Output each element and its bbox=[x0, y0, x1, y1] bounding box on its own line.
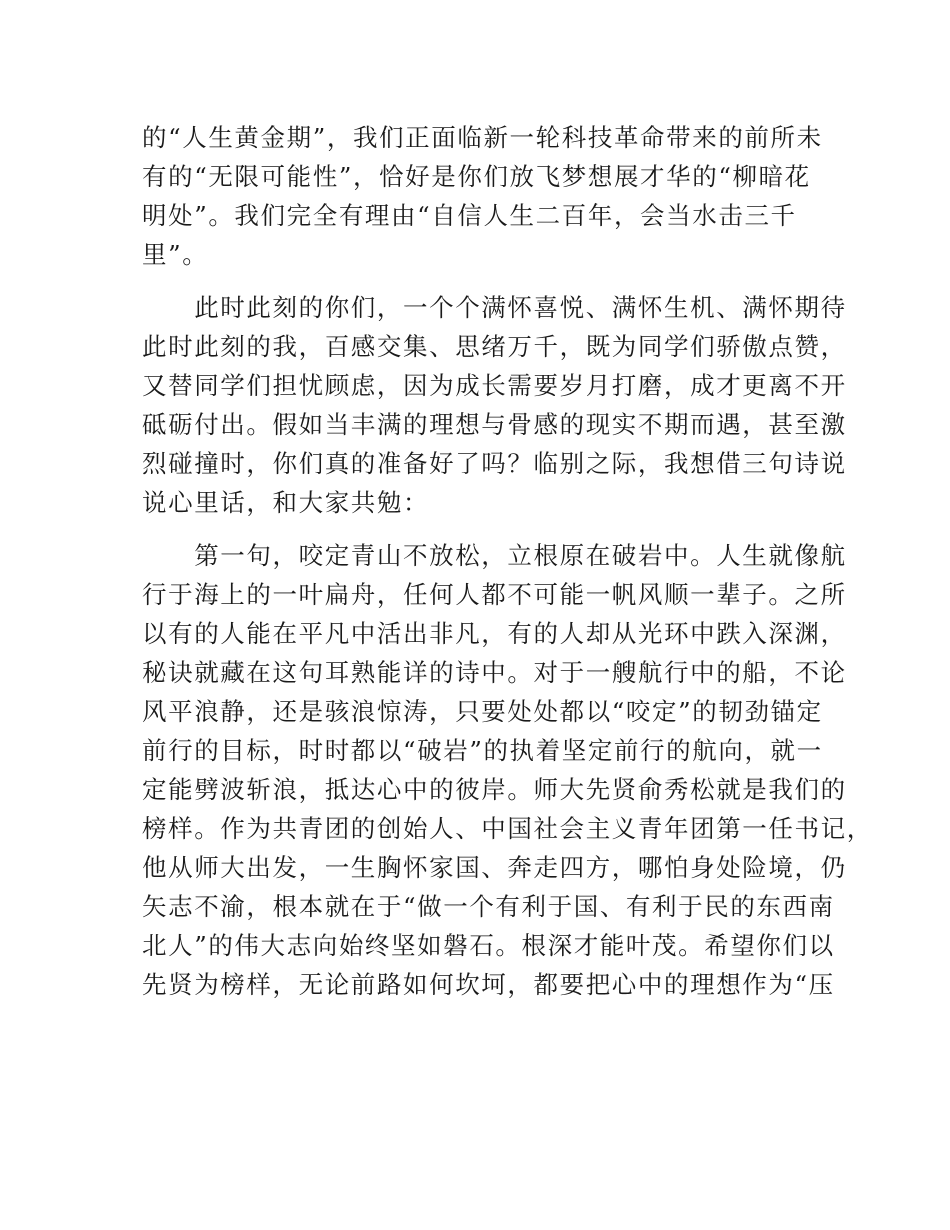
paragraph-3 bbox=[142, 536, 873, 1004]
text-line: 砥砺付出。假如当丰满的理想与骨感的现实不期而遇，甚至激 bbox=[142, 410, 847, 439]
document-body bbox=[142, 118, 873, 1004]
paragraph-spacing bbox=[142, 274, 822, 288]
text-line: 他从师大出发，一生胸怀家国、奔走四方，哪怕身处险境，仍 bbox=[142, 853, 847, 882]
text-line: 前行的目标，时时都以“破岩”的执着坚定前行的航向，就一 bbox=[142, 736, 823, 765]
text-line: 又替同学们担忧顾虑，因为成长需要岁月打磨，成才更离不开 bbox=[142, 371, 847, 400]
text-line: 北人”的伟大志向始终坚如磐石。根深才能叶茂。希望你们以 bbox=[142, 931, 835, 960]
text-line: 里”。 bbox=[142, 240, 209, 269]
paragraph-1 bbox=[142, 118, 822, 274]
text-line: 说心里话，和大家共勉： bbox=[142, 488, 430, 517]
text-line: 此时此刻的你们，一个个满怀喜悦、满怀生机、满怀期待 bbox=[142, 293, 847, 322]
paragraph-spacing bbox=[142, 522, 822, 536]
text-line: 行于海上的一叶扁舟，任何人都不可能一帆风顺一辈子。之所 bbox=[142, 580, 847, 609]
text-line: 以有的人能在平凡中活出非凡，有的人却从光环中跌入深渊， bbox=[142, 619, 847, 648]
text-line: 明处”。我们完全有理由“自信人生二百年，会当水击三千 bbox=[142, 201, 797, 230]
text-line: 烈碰撞时，你们真的准备好了吗？临别之际，我想借三句诗说 bbox=[142, 449, 847, 478]
text-line: 的“人生黄金期”，我们正面临新一轮科技革命带来的前所未 bbox=[142, 123, 823, 152]
text-line: 风平浪静，还是骇浪惊涛，只要处处都以“咬定”的韧劲锚定 bbox=[142, 697, 823, 726]
text-line: 有的“无限可能性”，恰好是你们放飞梦想展才华的“柳暗花 bbox=[142, 162, 811, 191]
paragraph-2 bbox=[142, 288, 847, 522]
text-line: 第一句，咬定青山不放松，立根原在破岩中。人生就像航 bbox=[142, 541, 847, 570]
text-line: 定能劈波斩浪，抵达心中的彼岸。师大先贤俞秀松就是我们的 bbox=[142, 775, 847, 804]
text-line: 矢志不渝，根本就在于“做一个有利于国、有利于民的东西南 bbox=[142, 892, 835, 921]
text-line: 秘诀就藏在这句耳熟能详的诗中。对于一艘航行中的船，不论 bbox=[142, 658, 847, 687]
text-line: 榜样。作为共青团的创始人、中国社会主义青年团第一任书记， bbox=[142, 814, 873, 843]
text-line: 此时此刻的我，百感交集、思绪万千，既为同学们骄傲点赞， bbox=[142, 332, 847, 361]
text-line: 先贤为榜样，无论前路如何坎坷，都要把心中的理想作为“压 bbox=[142, 970, 835, 999]
